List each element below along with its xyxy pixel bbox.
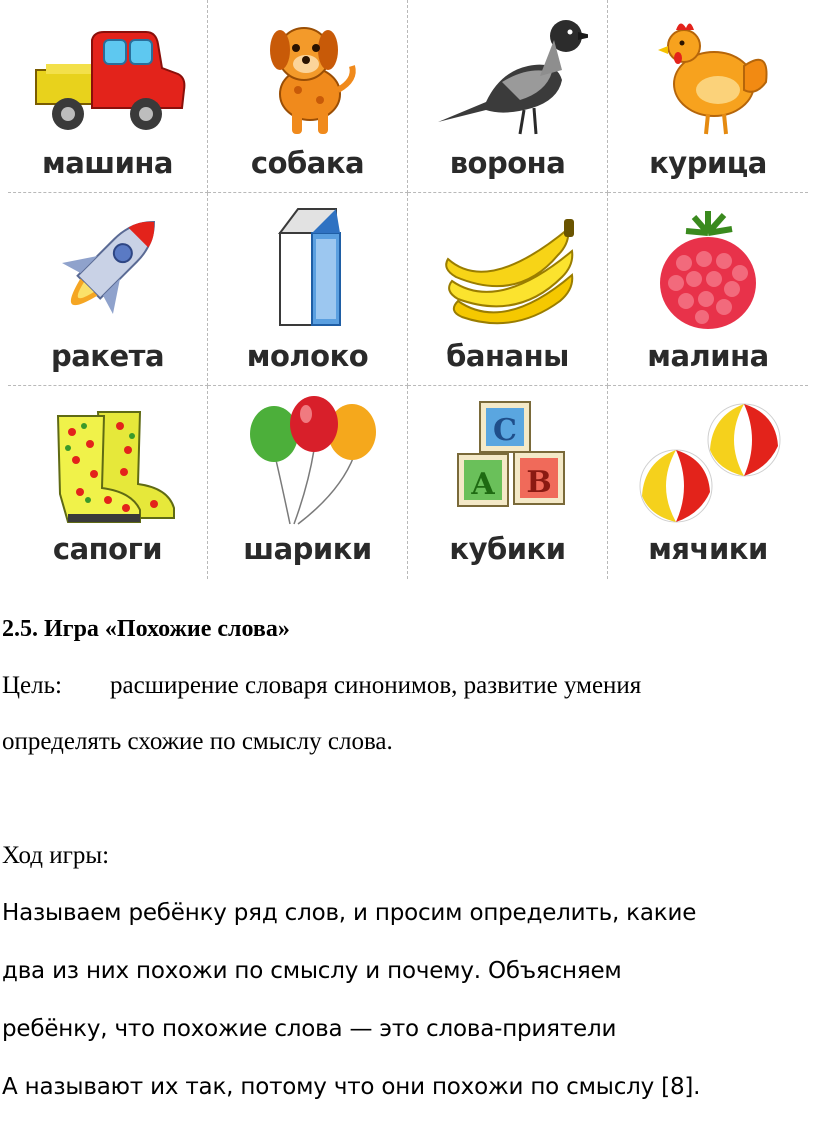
toy-truck-icon bbox=[28, 10, 188, 140]
card-word: курица bbox=[649, 146, 767, 180]
procedure-label: Ход игры: bbox=[2, 842, 110, 869]
raspberry-icon bbox=[628, 203, 788, 333]
crow-icon bbox=[428, 10, 588, 140]
letter-blocks-icon bbox=[428, 396, 588, 526]
card-balls bbox=[608, 386, 808, 579]
body-line-1: Называем ребёнку ряд слов, и просим определить, какие bbox=[2, 900, 697, 926]
goal-text-1: расширение словаря синонимов, развитие умения bbox=[110, 672, 642, 699]
bananas-icon bbox=[428, 203, 588, 333]
beach-balls-icon bbox=[628, 396, 788, 526]
goal-line-1 bbox=[2, 672, 641, 700]
card-balloons bbox=[208, 386, 408, 579]
goal-line-2: определять схожие по смыслу слова. bbox=[2, 728, 393, 755]
card-word: бананы bbox=[446, 339, 569, 373]
card-word: сапоги bbox=[52, 532, 163, 566]
card-milk bbox=[208, 193, 408, 386]
card-word: кубики bbox=[449, 532, 566, 566]
card-crow bbox=[408, 0, 608, 193]
card-word: собака bbox=[250, 146, 365, 180]
balloons-icon bbox=[228, 396, 388, 526]
card-blocks bbox=[408, 386, 608, 579]
card-raspberry bbox=[608, 193, 808, 386]
card-boots bbox=[8, 386, 208, 579]
hen-icon bbox=[628, 10, 788, 140]
card-word: шарики bbox=[243, 532, 372, 566]
goal-label: Цель: bbox=[2, 672, 62, 699]
body-line-3: ребёнку, что похожие слова — это слова-приятели bbox=[2, 1016, 617, 1042]
card-word: молоко bbox=[246, 339, 369, 373]
card-word: ракета bbox=[50, 339, 165, 373]
card-word: малина bbox=[647, 339, 769, 373]
rocket-icon bbox=[28, 203, 188, 333]
svg-text:C: C bbox=[493, 413, 517, 448]
section-heading: 2.5. Игра «Похожие слова» bbox=[2, 616, 290, 642]
milk-carton-icon bbox=[228, 203, 388, 333]
body-line-4: А называют их так, потому что они похожи по смыслу [8]. bbox=[2, 1074, 701, 1100]
card-word: мячики bbox=[648, 532, 768, 566]
card-hen bbox=[608, 0, 808, 193]
card-dog bbox=[208, 0, 408, 193]
body-line-2: два из них похожи по смыслу и почему. Объясняем bbox=[2, 958, 622, 984]
picture-card-grid bbox=[8, 0, 808, 580]
svg-text:B: B bbox=[526, 465, 552, 500]
card-rocket bbox=[8, 193, 208, 386]
card-word: ворона bbox=[449, 146, 566, 180]
toy-dog-icon bbox=[228, 10, 388, 140]
rubber-boots-icon bbox=[28, 396, 188, 526]
card-truck bbox=[8, 0, 208, 193]
card-bananas bbox=[408, 193, 608, 386]
svg-text:A: A bbox=[471, 467, 495, 502]
card-word: машина bbox=[42, 146, 173, 180]
